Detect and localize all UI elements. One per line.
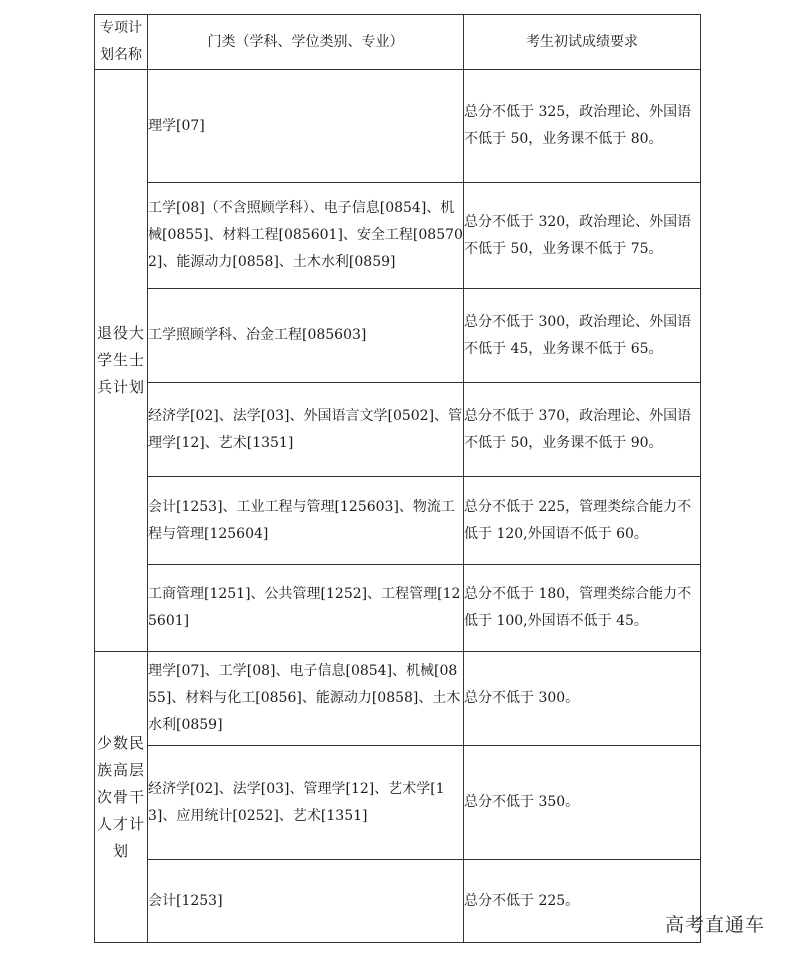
plan-cell-veteran bbox=[95, 70, 148, 652]
table-row bbox=[95, 70, 701, 183]
category-cell: 理学[07]、工学[08]、电子信息[0854]、机械[0855]、材料与化工[0856]、能源动力[0858]、土木水利[0859] bbox=[148, 652, 464, 746]
category-cell: 会计[1253] bbox=[148, 860, 464, 943]
category-cell: 经济学[02]、法学[03]、管理学[12]、艺术学[13]、应用统计[0252]、艺术[1351] bbox=[148, 746, 464, 860]
admission-requirements-table bbox=[94, 14, 701, 943]
table-header-row bbox=[95, 15, 701, 70]
category-cell: 工学照顾学科、冶金工程[085603] bbox=[148, 289, 464, 383]
requirement-cell: 总分不低于 180，管理类综合能力不低于 100,外国语不低于 45。 bbox=[464, 565, 701, 652]
table-row bbox=[95, 289, 701, 383]
category-cell: 会计[1253]、工业工程与管理[125603]、物流工程与管理[125604] bbox=[148, 477, 464, 565]
header-plan-name: 专项计划名称 bbox=[95, 15, 148, 70]
category-cell: 工商管理[1251]、公共管理[1252]、工程管理[125601] bbox=[148, 565, 464, 652]
requirement-cell: 总分不低于 300。 bbox=[464, 652, 701, 746]
requirement-cell: 总分不低于 300，政治理论、外国语不低于 45，业务课不低于 65。 bbox=[464, 289, 701, 383]
requirement-cell: 总分不低于 370，政治理论、外国语不低于 50，业务课不低于 90。 bbox=[464, 383, 701, 477]
category-cell: 理学[07] bbox=[148, 70, 464, 183]
table-row bbox=[95, 477, 701, 565]
plan-name-minority: 少数民族高层次骨干人才计划 bbox=[96, 733, 145, 860]
table-row bbox=[95, 860, 701, 943]
requirement-cell: 总分不低于 350。 bbox=[464, 746, 701, 860]
plan-name-veteran: 退役大学生士兵计划 bbox=[96, 324, 145, 396]
requirement-cell: 总分不低于 325，政治理论、外国语不低于 50，业务课不低于 80。 bbox=[464, 70, 701, 183]
header-requirement: 考生初试成绩要求 bbox=[464, 15, 701, 70]
category-cell: 工学[08]（不含照顾学科）、电子信息[0854]、机械[0855]、材料工程[085601]、安全工程[085702]、能源动力[0858]、土木水利[0859] bbox=[148, 183, 464, 289]
table-row bbox=[95, 565, 701, 652]
requirement-cell: 总分不低于 225。 bbox=[464, 860, 701, 943]
watermark-text: 高考直通车 bbox=[664, 914, 765, 936]
category-cell: 经济学[02]、法学[03]、外国语言文学[0502]、管理学[12]、艺术[1351] bbox=[148, 383, 464, 477]
plan-cell-minority bbox=[95, 652, 148, 943]
table-row bbox=[95, 183, 701, 289]
header-category: 门类（学科、学位类别、专业） bbox=[148, 15, 464, 70]
requirement-cell: 总分不低于 225，管理类综合能力不低于 120,外国语不低于 60。 bbox=[464, 477, 701, 565]
table-row bbox=[95, 652, 701, 746]
requirement-cell: 总分不低于 320，政治理论、外国语不低于 50，业务课不低于 75。 bbox=[464, 183, 701, 289]
table-row bbox=[95, 383, 701, 477]
table-row bbox=[95, 746, 701, 860]
